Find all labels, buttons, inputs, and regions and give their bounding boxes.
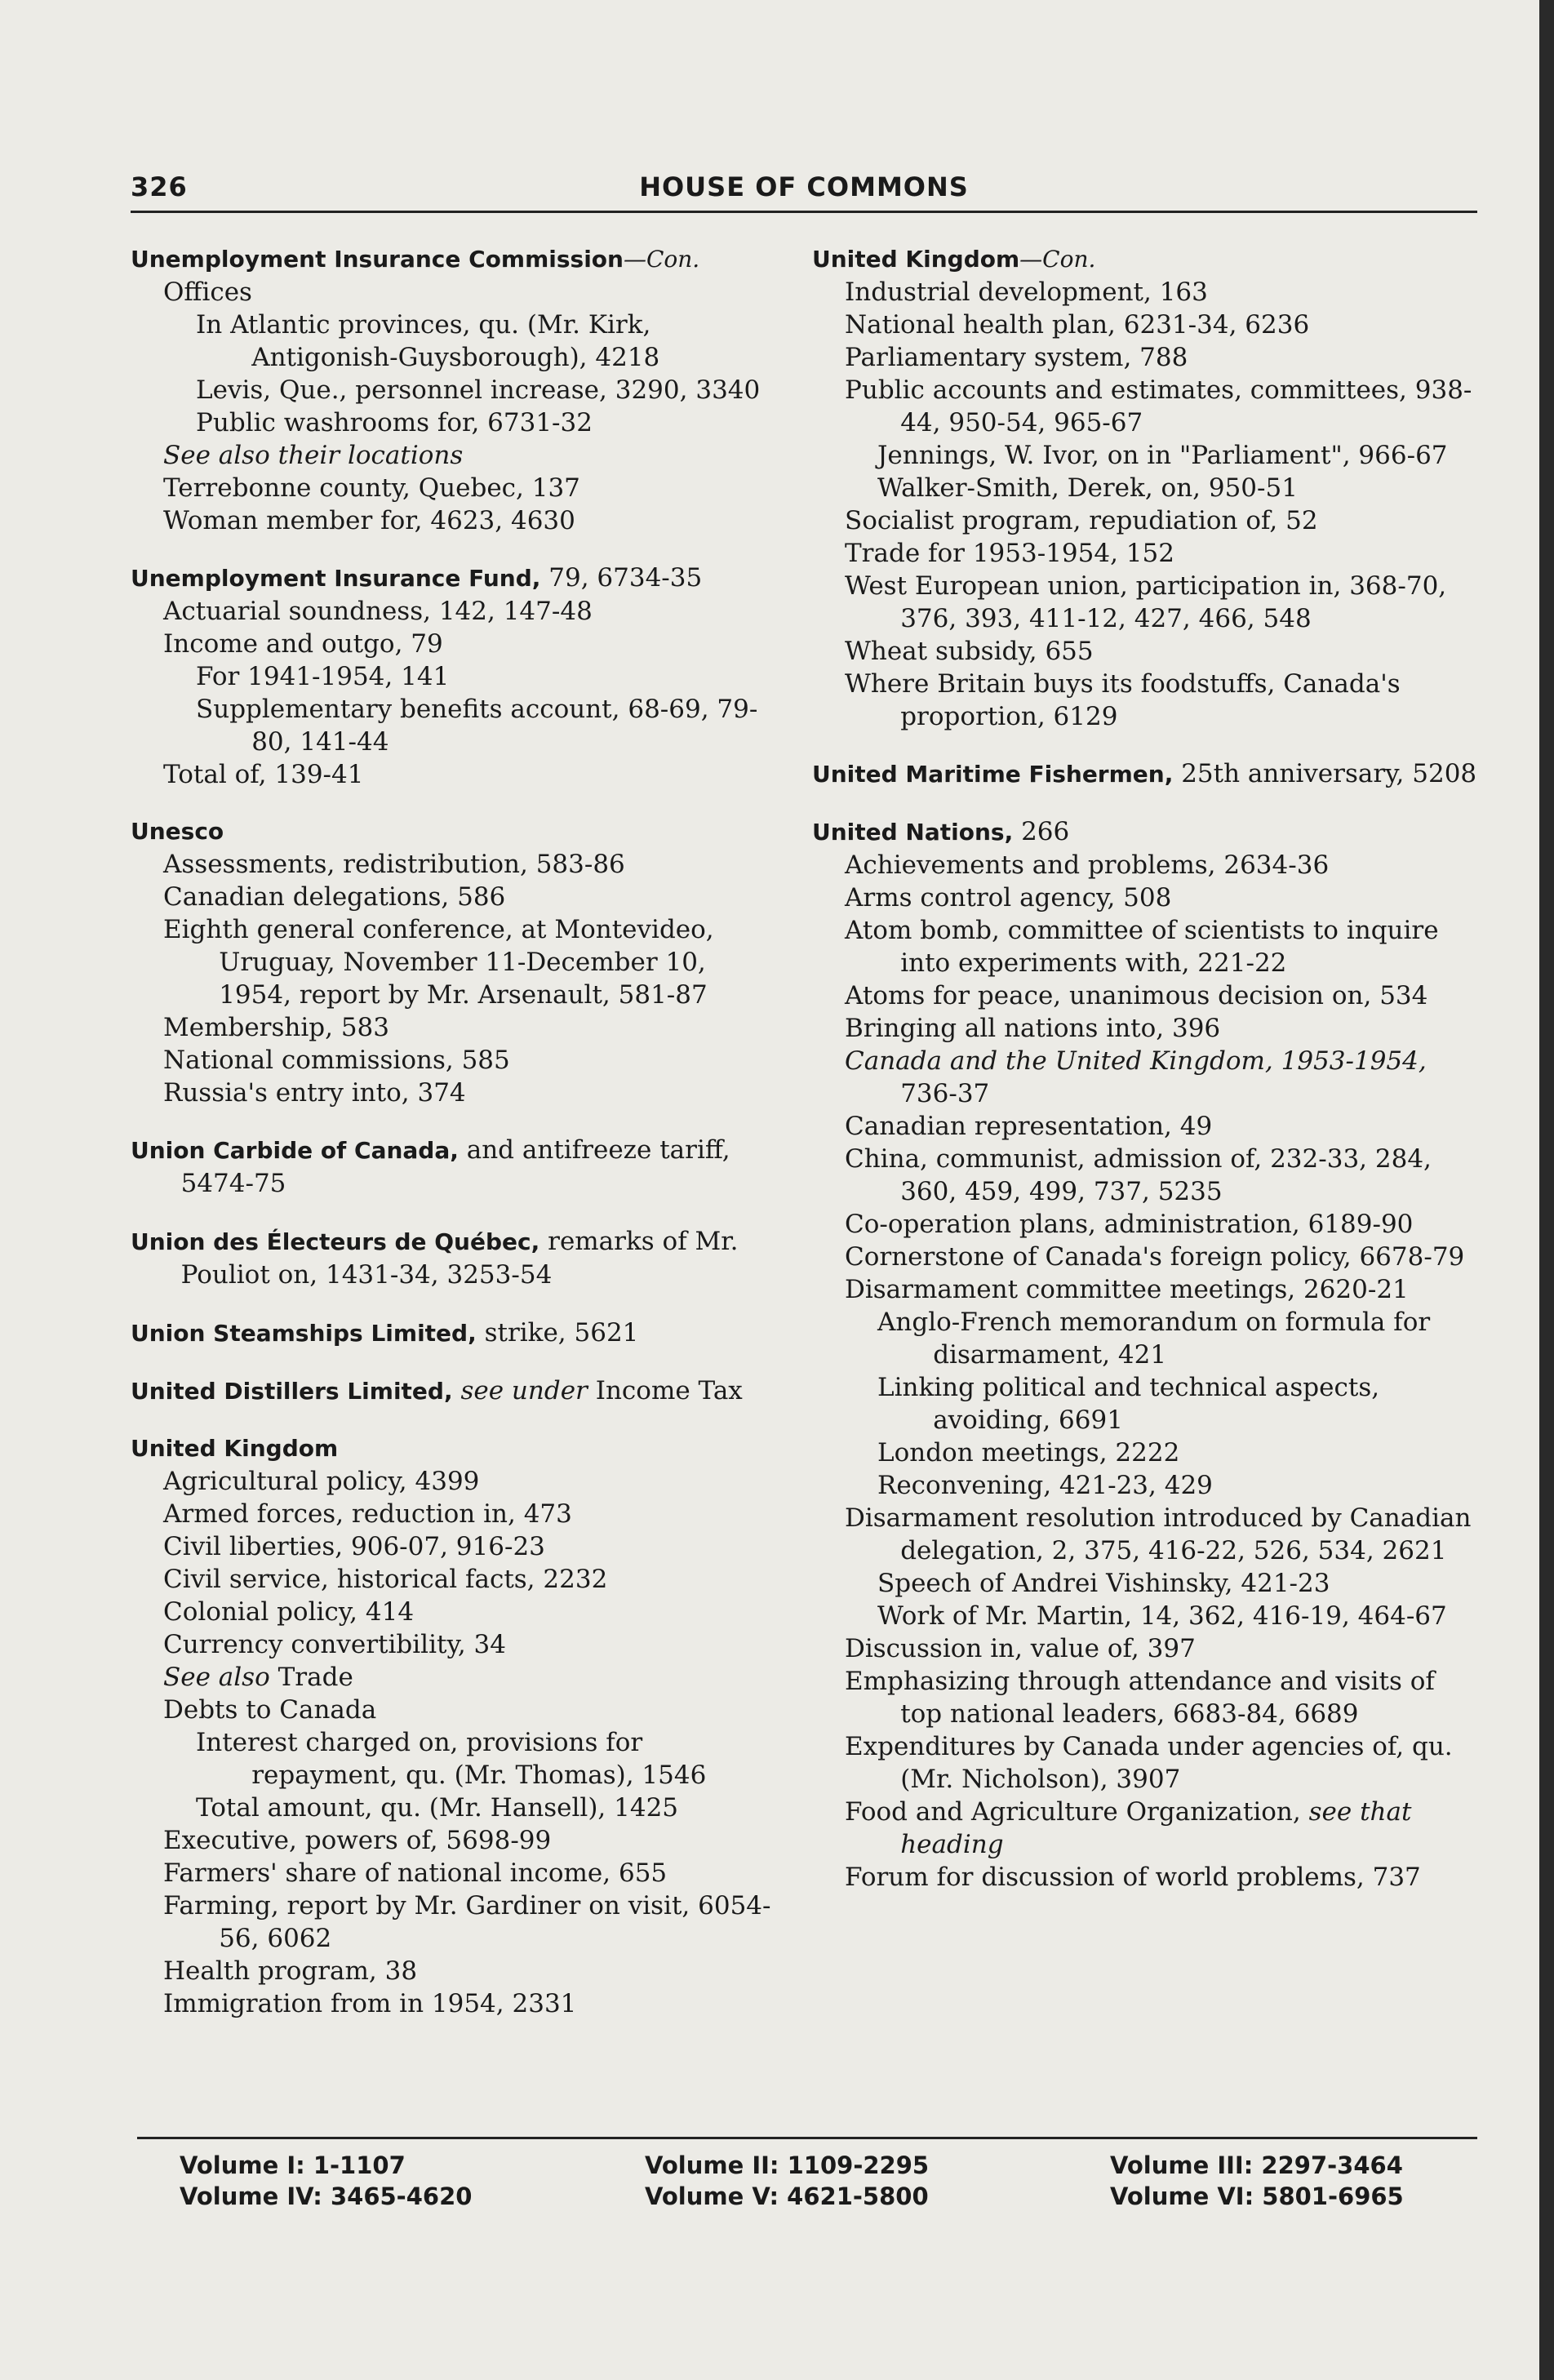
entry-subitem: Forum for discussion of world problems, 737: [845, 1863, 1421, 1892]
entry-subitem: Public washrooms for, 6731-32: [196, 408, 593, 437]
entry-heading: Unemployment Insurance Fund, 79, 6734-35: [131, 563, 703, 593]
entry-subitem: Farming, report by Mr. Gardiner on visit, 6054-56, 6062: [163, 1891, 771, 1953]
entry-subitem: Income and outgo, 79: [163, 629, 443, 659]
entry-heading: United Nations, 266: [812, 817, 1070, 846]
index-entry: [131, 243, 784, 537]
entry-subitem: Socialist program, repudiation of, 52: [845, 506, 1318, 535]
entry-subitem: Immigration from in 1954, 2331: [163, 1989, 577, 2018]
entry-subitem: Executive, powers of, 5698-99: [163, 1826, 552, 1855]
entry-subitem: Civil liberties, 906-07, 916-23: [163, 1532, 545, 1561]
entry-subitem: Currency convertibility, 34: [163, 1630, 506, 1659]
left-column: [131, 243, 784, 2045]
entry-subitem: Jennings, W. Ivor, on in "Parliament", 966-67: [877, 441, 1448, 470]
entry-subitem: China, communist, admission of, 232-33, 284, 360, 459, 499, 737, 5235: [845, 1144, 1432, 1206]
entry-subitem: Arms control agency, 508: [845, 883, 1172, 912]
header-rule: [131, 211, 1477, 213]
volume-range: Volume I: 1-1107: [180, 2151, 406, 2179]
index-entry: [812, 243, 1477, 733]
index-entry: [131, 562, 784, 791]
entry-subitem: Discussion in, value of, 397: [845, 1634, 1196, 1663]
index-entry: [131, 1317, 784, 1350]
entry-subitem: London meetings, 2222: [877, 1438, 1180, 1468]
index-entry: [131, 815, 784, 1109]
entry-subitem: Bringing all nations into, 396: [845, 1014, 1221, 1043]
volume-range: Volume II: 1109-2295: [645, 2151, 930, 2179]
entry-subitem: Achievements and problems, 2634-36: [845, 850, 1330, 880]
entry-subitem: Parliamentary system, 788: [845, 343, 1188, 372]
entry-subitem: Cornerstone of Canada's foreign policy, 6678-79: [845, 1242, 1465, 1272]
entry-heading: Union Steamships Limited, strike, 5621: [131, 1318, 639, 1348]
index-entry: [131, 1225, 784, 1292]
index-entry: [812, 815, 1477, 1894]
entry-subitem: Reconvening, 421-23, 429: [877, 1471, 1213, 1500]
volume-range: Volume III: 2297-3464: [1110, 2151, 1403, 2179]
entry-subitem: Work of Mr. Martin, 14, 362, 416-19, 464-67: [877, 1601, 1447, 1631]
entry-subitem: Eighth general conference, at Montevideo, Uruguay, November 11-December 10, 1954, report by Mr. Arsenault, 581-87: [163, 915, 714, 1010]
entry-subitem: Disarmament committee meetings, 2620-21: [845, 1275, 1409, 1304]
entry-subitem: For 1941-1954, 141: [196, 662, 450, 691]
entry-subitem: Woman member for, 4623, 4630: [163, 506, 575, 535]
entry-subitem: See also Trade: [163, 1663, 353, 1692]
entry-subitem: Speech of Andrei Vishinsky, 421-23: [877, 1569, 1330, 1598]
volume-range: Volume V: 4621-5800: [645, 2182, 929, 2210]
entry-subitem: Total of, 139-41: [163, 760, 364, 789]
scan-edge: [1539, 0, 1554, 2380]
entry-heading: United Distillers Limited, see under Income Tax: [131, 1376, 743, 1405]
entry-heading: Unesco: [131, 818, 224, 845]
entry-subitem: Armed forces, reduction in, 473: [163, 1499, 572, 1529]
entry-subitem: Civil service, historical facts, 2232: [163, 1565, 608, 1594]
entry-subitem: Linking political and technical aspects, avoiding, 6691: [877, 1373, 1380, 1435]
entry-heading: United Kingdom: [131, 1435, 339, 1462]
entry-subitem: Debts to Canada: [163, 1695, 377, 1725]
index-entry: [812, 757, 1477, 791]
entry-subitem: Interest charged on, provisions for repayment, qu. (Mr. Thomas), 1546: [196, 1728, 707, 1790]
volume-range: Volume VI: 5801-6965: [1110, 2182, 1404, 2210]
entry-subitem: Where Britain buys its foodstuffs, Canada's proportion, 6129: [845, 669, 1401, 731]
entry-subitem: In Atlantic provinces, qu. (Mr. Kirk, Antigonish-Guysborough), 4218: [196, 310, 660, 372]
index-entry: [131, 1374, 784, 1408]
entry-subitem: Agricultural policy, 4399: [163, 1467, 480, 1496]
entry-subitem: Terrebonne county, Quebec, 137: [163, 473, 580, 503]
entry-subitem: National health plan, 6231-34, 6236: [845, 310, 1310, 340]
entry-subitem: Russia's entry into, 374: [163, 1078, 466, 1108]
right-column: [812, 243, 1477, 1918]
entry-subitem: Total amount, qu. (Mr. Hansell), 1425: [196, 1793, 679, 1823]
entry-subitem: Offices: [163, 278, 252, 307]
index-entry: [131, 1432, 784, 2020]
footer-rule: [137, 2137, 1477, 2139]
footer-col-1: [180, 2150, 472, 2212]
entry-subitem: Public accounts and estimates, committees, 938-44, 950-54, 965-67: [845, 375, 1472, 437]
entry-subitem: See also their locations: [163, 441, 464, 470]
page-number: 326: [131, 171, 188, 202]
index-entry: [131, 1134, 784, 1201]
entry-subitem: Health program, 38: [163, 1956, 418, 1986]
entry-subitem: Industrial development, 163: [845, 278, 1208, 307]
entry-subitem: Food and Agriculture Organization, see that heading: [845, 1797, 1412, 1859]
entry-subitem: Membership, 583: [163, 1013, 390, 1042]
entry-subitem: Anglo-French memorandum on formula for disarmament, 421: [877, 1308, 1431, 1370]
entry-subitem: Emphasizing through attendance and visits of top national leaders, 6683-84, 6689: [845, 1667, 1435, 1729]
entry-subitem: Actuarial soundness, 142, 147-48: [163, 597, 593, 626]
entry-subitem: Wheat subsidy, 655: [845, 637, 1094, 666]
entry-subitem: Canadian delegations, 586: [163, 882, 506, 912]
entry-subitem: Co-operation plans, administration, 6189-90: [845, 1210, 1414, 1239]
entry-heading: United Maritime Fishermen, 25th anniversary, 5208: [812, 759, 1477, 788]
page-title: HOUSE OF COMMONS: [639, 171, 969, 202]
entry-subitem: Expenditures by Canada under agencies of, qu. (Mr. Nicholson), 3907: [845, 1732, 1453, 1794]
entry-subitem: Farmers' share of national income, 655: [163, 1858, 668, 1888]
entry-heading: Union des Électeurs de Québec, remarks of Mr. Pouliot on, 1431-34, 3253-54: [131, 1227, 739, 1290]
entry-subitem: Disarmament resolution introduced by Canadian delegation, 2, 375, 416-22, 526, 534, 2621: [845, 1503, 1472, 1565]
entry-subitem: Supplementary benefits account, 68-69, 79-80, 141-44: [196, 695, 758, 757]
entry-subitem: West European union, participation in, 368-70, 376, 393, 411-12, 427, 466, 548: [845, 571, 1447, 633]
entry-subitem: Canadian representation, 49: [845, 1112, 1213, 1141]
entry-subitem: Atom bomb, committee of scientists to inquire into experiments with, 221-22: [845, 916, 1439, 978]
entry-heading: Unemployment Insurance Commission—Con.: [131, 246, 700, 273]
entry-subitem: Trade for 1953-1954, 152: [845, 539, 1174, 568]
entry-subitem: Assessments, redistribution, 583-86: [163, 850, 625, 879]
entry-subitem: National commissions, 585: [163, 1046, 510, 1075]
footer-col-3: [1110, 2150, 1404, 2212]
volume-range: Volume IV: 3465-4620: [180, 2182, 473, 2210]
entry-subitem: Canada and the United Kingdom, 1953-1954, 736-37: [845, 1046, 1427, 1108]
entry-heading: Union Carbide of Canada, and antifreeze tariff, 5474-75: [131, 1135, 730, 1198]
entry-subitem: Levis, Que., personnel increase, 3290, 3340: [196, 375, 761, 405]
entry-heading: United Kingdom—Con.: [812, 246, 1096, 273]
entry-subitem: Colonial policy, 414: [163, 1597, 415, 1627]
footer-col-2: [645, 2150, 929, 2212]
entry-subitem: Atoms for peace, unanimous decision on, 534: [845, 981, 1428, 1010]
entry-subitem: Walker-Smith, Derek, on, 950-51: [877, 473, 1298, 503]
